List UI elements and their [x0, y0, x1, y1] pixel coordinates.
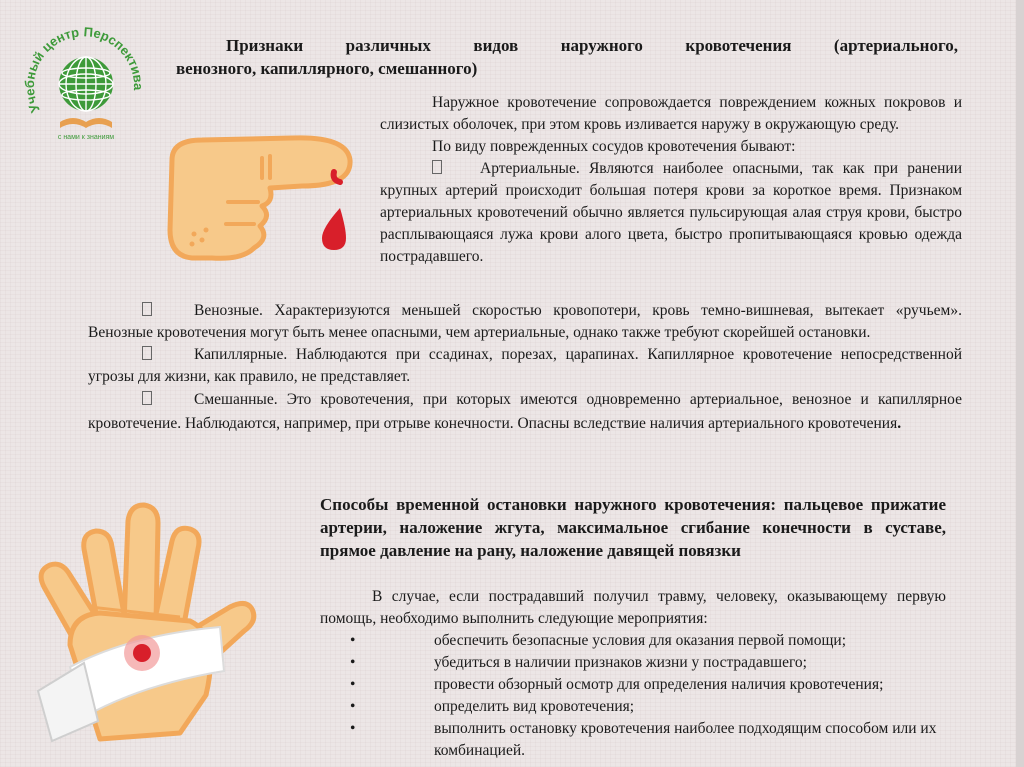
bullet-icon: • — [350, 654, 356, 671]
logo-graphic — [20, 18, 152, 146]
actions-list — [320, 630, 946, 762]
arterial-item — [380, 158, 962, 268]
bleeding-types-section — [88, 300, 962, 436]
bullet-glyph-icon — [142, 302, 152, 316]
logo — [20, 18, 152, 146]
list-item: • выполнить остановку кровотечения наиболее подходящим способом или их комбинацией. — [350, 720, 937, 759]
methods-heading-text: Способы временной остановки наружного кровотечения: пальцевое прижатие артерии, наложение жгута, максимальное сгибание конечности в суставе, прямое давление на рану, наложение давящей повязки — [320, 495, 946, 560]
mixed-text: Смешанные. Это кровотечения, при которых имеются одновременно артериальное, венозное и капиллярное кровотечение. Наблюдаются, например, при отрыве конечности. Опасны вследствие наличия артериального кровотечения — [88, 391, 962, 432]
bullet-icon: • — [350, 676, 356, 693]
arterial-text: Артериальные. Являются наиболее опасными, так как при ранении крупных артерий происходит большая потеря крови за короткое время. Признаком артериальных кровотечений обычно является пульсирующая алая струя крови, быстро расплывающаяся лужа крови алого цвета, быстро пропитывающаяся кровью одежда пострадавшего. — [380, 160, 962, 265]
types-lead: По виду поврежденных сосудов кровотечения бывают: — [432, 138, 796, 155]
blood-drop-icon — [322, 208, 346, 250]
list-item: • определить вид кровотечения; — [350, 696, 946, 718]
venous-item — [88, 300, 962, 344]
venous-text: Венозные. Характеризуются меньшей скоростью кровопотери, кровь темно-вишневая, вытекает «ручьем». Венозные кровотечения могут быть менее опасными, чем артериальные, однако также требуют скорейшей остановки. — [88, 302, 962, 341]
title-line-2: венозного, капиллярного, смешанного) — [176, 59, 478, 78]
methods-lead: В случае, если пострадавший получил травму, человеку, оказывающему первую помощь, необходимо выполнить следующие мероприятия: — [320, 588, 946, 627]
bandaged-hand-illustration — [30, 495, 285, 750]
list-item: • провести обзорный осмотр для определения наличия кровотечения; — [350, 674, 946, 696]
mixed-item — [88, 388, 962, 436]
list-item: • обеспечить безопасные условия для оказания первой помощи; — [350, 630, 946, 652]
logo-small-text: с нами к знаниям — [57, 134, 115, 141]
capillary-item — [88, 344, 962, 388]
methods-section — [320, 586, 946, 762]
wound-spot-icon — [133, 644, 151, 662]
book-icon — [60, 118, 112, 128]
bleeding-finger-illustration — [162, 130, 367, 280]
mixed-dot: . — [897, 415, 902, 432]
methods-heading — [320, 493, 946, 562]
page-edge — [1016, 0, 1024, 767]
page-title — [176, 34, 958, 80]
title-line-1: Признаки различных видов наружного кровотечения (артериального, — [226, 36, 958, 55]
intro-section — [380, 92, 962, 268]
logo-arc-text: Учебный центр Перспектива — [21, 24, 147, 115]
capillary-text: Капиллярные. Наблюдаются при ссадинах, порезах, царапинах. Капиллярное кровотечение непосредственной угрозы для жизни, как правило, не представляет. — [88, 346, 962, 385]
bullet-icon: • — [350, 632, 356, 649]
bullet-glyph-icon — [432, 160, 442, 174]
bullet-glyph-icon — [142, 391, 152, 405]
intro-paragraph: Наружное кровотечение сопровождается повреждением кожных покровов и слизистых оболочек, при этом кровь изливается наружу в окружающую среду. — [380, 94, 962, 133]
bullet-icon: • — [350, 720, 356, 737]
bullet-glyph-icon — [142, 346, 152, 360]
bullet-icon: • — [350, 698, 356, 715]
list-item: • убедиться в наличии признаков жизни у пострадавшего; — [350, 652, 946, 674]
